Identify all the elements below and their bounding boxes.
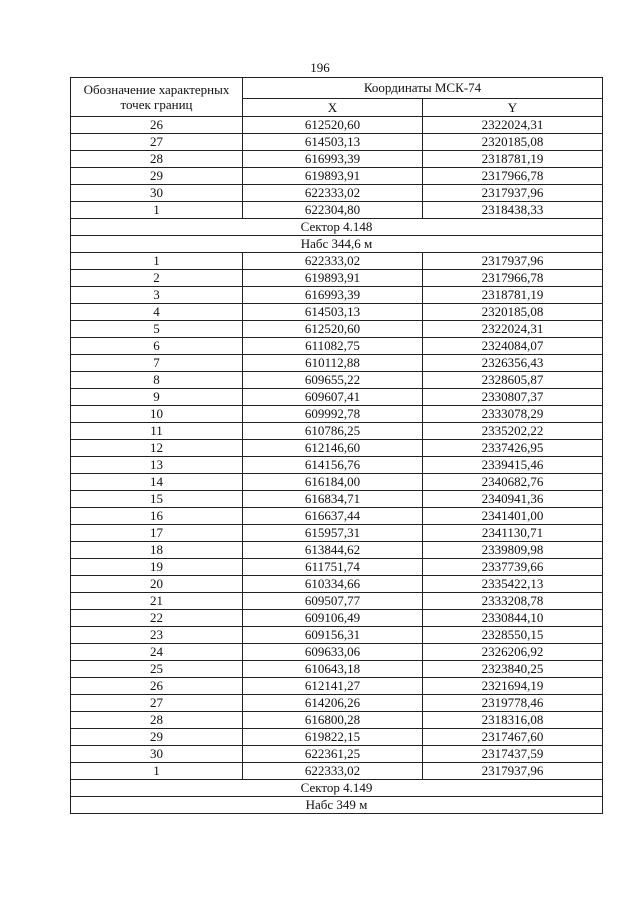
section-row	[71, 780, 603, 797]
section-row	[71, 236, 603, 253]
table-row	[71, 372, 603, 389]
y-coordinate-cell: 2333208,78	[423, 593, 603, 610]
x-coordinate-cell: 611082,75	[243, 338, 423, 355]
point-id-cell: 15	[71, 491, 243, 508]
x-coordinate-cell: 622361,25	[243, 746, 423, 763]
x-coordinate-cell: 622333,02	[243, 185, 423, 202]
point-id-cell: 1	[71, 763, 243, 780]
x-coordinate-cell: 616184,00	[243, 474, 423, 491]
table-row	[71, 168, 603, 185]
x-coordinate-cell: 609106,49	[243, 610, 423, 627]
point-id-cell: 27	[71, 695, 243, 712]
x-coordinate-cell: 614206,26	[243, 695, 423, 712]
y-coordinate-cell: 2330844,10	[423, 610, 603, 627]
point-id-cell: 20	[71, 576, 243, 593]
x-coordinate-cell: 611751,74	[243, 559, 423, 576]
table-row	[71, 270, 603, 287]
y-coordinate-cell: 2337426,95	[423, 440, 603, 457]
y-coordinate-cell: 2339415,46	[423, 457, 603, 474]
y-coordinate-cell: 2326356,43	[423, 355, 603, 372]
y-coordinate-cell: 2326206,92	[423, 644, 603, 661]
y-coordinate-cell: 2317937,96	[423, 763, 603, 780]
x-coordinate-cell: 610643,18	[243, 661, 423, 678]
table-row	[71, 644, 603, 661]
point-id-cell: 22	[71, 610, 243, 627]
x-coordinate-cell: 612141,27	[243, 678, 423, 695]
y-coordinate-cell: 2319778,46	[423, 695, 603, 712]
point-id-cell: 7	[71, 355, 243, 372]
table-row	[71, 321, 603, 338]
x-coordinate-cell: 614503,13	[243, 134, 423, 151]
x-coordinate-cell: 619822,15	[243, 729, 423, 746]
point-id-cell: 28	[71, 151, 243, 168]
x-coordinate-cell: 616800,28	[243, 712, 423, 729]
table-row	[71, 338, 603, 355]
point-id-cell: 16	[71, 508, 243, 525]
y-coordinate-cell: 2335422,13	[423, 576, 603, 593]
table-row	[71, 695, 603, 712]
table-row	[71, 457, 603, 474]
point-id-cell: 1	[71, 202, 243, 219]
x-coordinate-cell: 612146,60	[243, 440, 423, 457]
table-row	[71, 712, 603, 729]
y-coordinate-cell: 2317937,96	[423, 185, 603, 202]
point-id-cell: 6	[71, 338, 243, 355]
header-coordinate-system: Координаты МСК-74	[243, 78, 603, 99]
y-coordinate-cell: 2317966,78	[423, 168, 603, 185]
point-id-cell: 30	[71, 746, 243, 763]
section-label: Сектор 4.148	[71, 219, 603, 236]
table-row	[71, 423, 603, 440]
table-row	[71, 117, 603, 134]
y-coordinate-cell: 2317937,96	[423, 253, 603, 270]
y-coordinate-cell: 2339809,98	[423, 542, 603, 559]
y-coordinate-cell: 2340682,76	[423, 474, 603, 491]
x-coordinate-cell: 616993,39	[243, 287, 423, 304]
header-y: Y	[423, 99, 603, 117]
point-id-cell: 10	[71, 406, 243, 423]
x-coordinate-cell: 616834,71	[243, 491, 423, 508]
x-coordinate-cell: 612520,60	[243, 321, 423, 338]
point-id-cell: 27	[71, 134, 243, 151]
y-coordinate-cell: 2322024,31	[423, 117, 603, 134]
x-coordinate-cell: 614156,76	[243, 457, 423, 474]
table-row	[71, 355, 603, 372]
y-coordinate-cell: 2330807,37	[423, 389, 603, 406]
table-row	[71, 202, 603, 219]
point-id-cell: 29	[71, 729, 243, 746]
table-row	[71, 593, 603, 610]
y-coordinate-cell: 2333078,29	[423, 406, 603, 423]
table-row	[71, 559, 603, 576]
table-row	[71, 627, 603, 644]
x-coordinate-cell: 614503,13	[243, 304, 423, 321]
x-coordinate-cell: 609633,06	[243, 644, 423, 661]
point-id-cell: 21	[71, 593, 243, 610]
x-coordinate-cell: 616637,44	[243, 508, 423, 525]
point-id-cell: 12	[71, 440, 243, 457]
table-row	[71, 763, 603, 780]
x-coordinate-cell: 609507,77	[243, 593, 423, 610]
x-coordinate-cell: 615957,31	[243, 525, 423, 542]
x-coordinate-cell: 619893,91	[243, 270, 423, 287]
table-row	[71, 474, 603, 491]
point-id-cell: 26	[71, 117, 243, 134]
table-row	[71, 746, 603, 763]
point-id-cell: 24	[71, 644, 243, 661]
table-row	[71, 508, 603, 525]
table-row	[71, 287, 603, 304]
y-coordinate-cell: 2317966,78	[423, 270, 603, 287]
table-row	[71, 729, 603, 746]
y-coordinate-cell: 2328605,87	[423, 372, 603, 389]
point-id-cell: 2	[71, 270, 243, 287]
x-coordinate-cell: 610334,66	[243, 576, 423, 593]
x-coordinate-cell: 610786,25	[243, 423, 423, 440]
coordinates-table	[70, 77, 603, 814]
table-row	[71, 661, 603, 678]
point-id-cell: 18	[71, 542, 243, 559]
x-coordinate-cell: 609992,78	[243, 406, 423, 423]
point-id-cell: 8	[71, 372, 243, 389]
y-coordinate-cell: 2341130,71	[423, 525, 603, 542]
page-number: 196	[310, 60, 330, 75]
section-row	[71, 219, 603, 236]
y-coordinate-cell: 2321694,19	[423, 678, 603, 695]
y-coordinate-cell: 2318781,19	[423, 287, 603, 304]
x-coordinate-cell: 610112,88	[243, 355, 423, 372]
x-coordinate-cell: 609156,31	[243, 627, 423, 644]
table-row	[71, 491, 603, 508]
table-row	[71, 542, 603, 559]
point-id-cell: 14	[71, 474, 243, 491]
x-coordinate-cell: 609607,41	[243, 389, 423, 406]
x-coordinate-cell: 612520,60	[243, 117, 423, 134]
y-coordinate-cell: 2322024,31	[423, 321, 603, 338]
x-coordinate-cell: 616993,39	[243, 151, 423, 168]
section-label: Набс 344,6 м	[71, 236, 603, 253]
point-id-cell: 23	[71, 627, 243, 644]
y-coordinate-cell: 2340941,36	[423, 491, 603, 508]
x-coordinate-cell: 609655,22	[243, 372, 423, 389]
point-id-cell: 9	[71, 389, 243, 406]
y-coordinate-cell: 2335202,22	[423, 423, 603, 440]
y-coordinate-cell: 2328550,15	[423, 627, 603, 644]
point-id-cell: 26	[71, 678, 243, 695]
x-coordinate-cell: 622333,02	[243, 253, 423, 270]
y-coordinate-cell: 2317437,59	[423, 746, 603, 763]
point-id-cell: 30	[71, 185, 243, 202]
point-id-cell: 25	[71, 661, 243, 678]
point-id-cell: 5	[71, 321, 243, 338]
x-coordinate-cell: 622304,80	[243, 202, 423, 219]
point-id-cell: 11	[71, 423, 243, 440]
point-id-cell: 28	[71, 712, 243, 729]
x-coordinate-cell: 613844,62	[243, 542, 423, 559]
y-coordinate-cell: 2317467,60	[423, 729, 603, 746]
point-id-cell: 1	[71, 253, 243, 270]
y-coordinate-cell: 2320185,08	[423, 304, 603, 321]
table-row	[71, 134, 603, 151]
table-header	[71, 78, 603, 117]
x-coordinate-cell: 619893,91	[243, 168, 423, 185]
table-row	[71, 440, 603, 457]
y-coordinate-cell: 2318781,19	[423, 151, 603, 168]
y-coordinate-cell: 2337739,66	[423, 559, 603, 576]
section-row	[71, 797, 603, 814]
table-row	[71, 389, 603, 406]
point-id-cell: 17	[71, 525, 243, 542]
x-coordinate-cell: 622333,02	[243, 763, 423, 780]
y-coordinate-cell: 2323840,25	[423, 661, 603, 678]
point-id-cell: 29	[71, 168, 243, 185]
table-row	[71, 185, 603, 202]
section-label: Набс 349 м	[71, 797, 603, 814]
table-body	[71, 117, 603, 814]
table-row	[71, 610, 603, 627]
point-id-cell: 19	[71, 559, 243, 576]
y-coordinate-cell: 2318438,33	[423, 202, 603, 219]
y-coordinate-cell: 2320185,08	[423, 134, 603, 151]
header-x: X	[243, 99, 423, 117]
y-coordinate-cell: 2324084,07	[423, 338, 603, 355]
table-row	[71, 525, 603, 542]
point-id-cell: 13	[71, 457, 243, 474]
table-row	[71, 406, 603, 423]
header-point-designation: Обозначение характерных точек границ	[71, 78, 243, 117]
y-coordinate-cell: 2341401,00	[423, 508, 603, 525]
table-row	[71, 151, 603, 168]
section-label: Сектор 4.149	[71, 780, 603, 797]
table-row	[71, 576, 603, 593]
point-id-cell: 4	[71, 304, 243, 321]
y-coordinate-cell: 2318316,08	[423, 712, 603, 729]
table-row	[71, 678, 603, 695]
table-row	[71, 304, 603, 321]
table-row	[71, 253, 603, 270]
point-id-cell: 3	[71, 287, 243, 304]
